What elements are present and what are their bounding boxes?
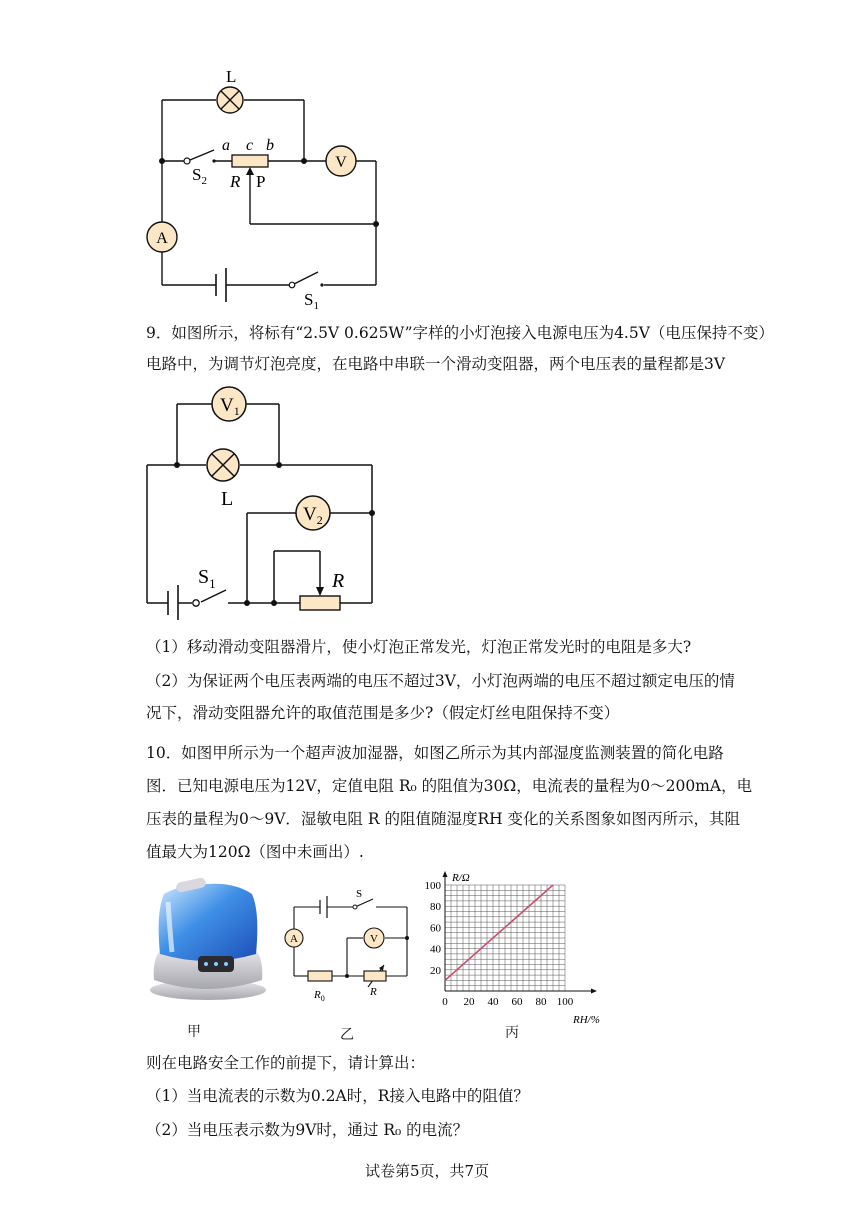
chart-x-tick-label: 80 (535, 996, 547, 1008)
switch-s1-label: $S_1$ (198, 566, 216, 591)
chart-x-axis-arrow (591, 989, 597, 994)
lamp-symbol (217, 87, 243, 113)
chart-x-tick-label: 0 (442, 996, 448, 1008)
chart-x-tick-label: 40 (487, 996, 499, 1008)
humidity-resistance-chart (420, 868, 620, 1028)
q9-line-2: 电路中，为调节灯泡亮度，在电路中串联一个滑动变阻器，两个电压表的量程都是3V (146, 355, 726, 373)
switch-s1-label: $S_1$ (304, 290, 319, 312)
label-p: P (256, 172, 266, 191)
humidifier-image (146, 872, 270, 1004)
lamp-symbol (207, 449, 239, 481)
ammeter-label: A (156, 230, 168, 247)
chart-y-tick-label: 60 (430, 922, 441, 935)
chart-x-tick-label: 60 (511, 996, 523, 1008)
q10-line-1: 10．如图甲所示为一个超声波加湿器，如图乙所示为其内部湿度监测装置的简化电路 (146, 744, 724, 762)
q10-prompt: 则在电路安全工作的前提下，请计算出： (146, 1054, 426, 1072)
q10-sub-1: （1）当电流表的示数为0.2A时，R接入电路中的阻值？ (146, 1087, 529, 1105)
q10-line-4: 值最大为120Ω（图中未画出）. (146, 843, 364, 861)
q10-sub-2: （2）当电压表示数为9V时，通过 R₀ 的电流？ (146, 1121, 469, 1139)
ammeter-label: A (290, 933, 298, 945)
resistor-r0-symbol (308, 971, 332, 981)
resistor-r0-label: $R_0$ (314, 989, 325, 1001)
q9-sub-2-line-2: 况下，滑动变阻器允许的取值范围是多少?（假定灯丝电阻保持不变） (146, 704, 620, 722)
label-b: b (266, 137, 274, 154)
chart-y-axis-label: R/Ω (452, 872, 470, 884)
chart-x-tick-label: 100 (556, 996, 574, 1008)
chart-y-tick-label: 40 (430, 943, 441, 956)
rheostat-symbol (300, 596, 340, 610)
figure-label-yi: 乙 (340, 1027, 354, 1043)
q9-line-1: 9．如图所示，将标有“2.5V 0.625W”字样的小灯泡接入电源电压为4.5V（电压保持不变） (146, 324, 774, 342)
sensor-resistor-label: R (370, 986, 377, 998)
rheostat-symbol (232, 155, 268, 167)
chart-y-tick-label: 100 (424, 880, 441, 892)
q10-line-3: 压表的量程为0～9V．湿敏电阻 R 的阻值随湿度RH 变化的关系图象如图丙所示，其阻 (146, 810, 741, 828)
lamp-label: L (226, 67, 237, 86)
figure-label-jia: 甲 (187, 1024, 201, 1040)
chart-y-tick-label: 20 (430, 964, 441, 977)
circuit-diagram-2 (140, 385, 390, 620)
circuit-diagram-1 (130, 60, 400, 315)
q9-sub-1: （1）移动滑动变阻器滑片，使小灯泡正常发光，灯泡正常发光时的电阻是多大? (146, 638, 692, 656)
label-c: c (246, 137, 254, 154)
voltmeter-v1-label: $V_1$ (220, 395, 240, 418)
lamp-label: L (221, 488, 234, 510)
q9-sub-2-line-1: （2）为保证两个电压表两端的电压不超过3V，小灯泡两端的电压不超过额定电压的情 (146, 672, 735, 690)
page-footer: 试卷第5页，共7页 (365, 1162, 490, 1180)
chart-y-axis-arrow (443, 871, 448, 877)
voltmeter-label: V (335, 154, 347, 171)
rheostat-label: R (332, 570, 345, 592)
label-r: R (230, 172, 241, 191)
q10-line-2: 图．已知电源电压为12V，定值电阻 R₀ 的阻值为30Ω，电流表的量程为0～200mA，电 (146, 777, 753, 795)
switch-s2-label: $S_2$ (192, 165, 207, 187)
voltmeter-label: V (370, 933, 378, 945)
voltmeter-v2-label: $V_2$ (303, 504, 323, 527)
chart-x-tick-label: 20 (463, 996, 475, 1008)
circuit-diagram-3 (280, 885, 415, 1001)
chart-x-axis-label: RH/% (573, 1014, 600, 1026)
figure-label-bing: 丙 (505, 1025, 519, 1041)
chart-y-tick-label: 80 (430, 901, 441, 914)
switch-label: S (356, 888, 363, 900)
sensor-resistor-symbol (364, 971, 386, 981)
label-a: a (222, 137, 230, 154)
